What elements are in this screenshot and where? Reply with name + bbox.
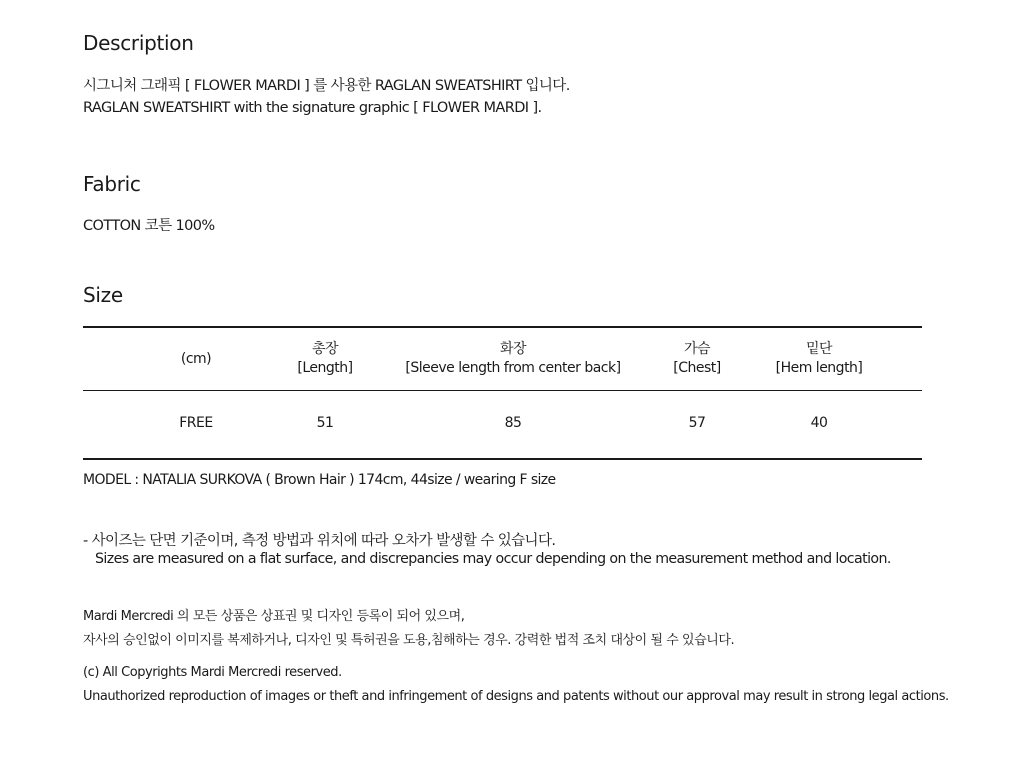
copyright-notice-ko-2: 자사의 승인없이 이미지를 복제하거나, 디자인 및 특허권을 도용,침해하는 경우. 강력한 법적 조치 대상이 될 수 있습니다. [83,633,735,648]
size-note-ko: - 사이즈는 단면 기준이며, 측정 방법과 위치에 따라 오차가 발생할 수 있습니다. [83,533,556,549]
table-cell-chest: 57 [688,415,706,431]
copyright-notice-en-1: (c) All Copyrights Mardi Mercredi reserved. [83,665,342,680]
column-header-hem-length: 밑단 [Hem length] [775,341,863,376]
column-header-chest: 가슴 [Chest] [673,341,721,376]
table-cell-length: 51 [316,415,334,431]
copyright-notice-en-2: Unauthorized reproduction of images or theft and infringement of designs and patents without our approval may result in strong legal actions. [83,689,949,704]
description-heading: Description [83,31,194,55]
table-row-label: FREE [179,415,213,431]
size-unit-label: (cm) [180,351,212,367]
model-info: MODEL : NATALIA SURKOVA ( Brown Hair ) 174cm, 44size / wearing F size [83,472,556,488]
fabric-text: COTTON 코튼 100% [83,218,215,234]
table-cell-sleeve-length: 85 [504,415,522,431]
column-header-sleeve-length: 화장 [Sleeve length from center back] [405,341,621,376]
size-table [83,326,922,460]
description-text-ko: 시그니처 그래픽 [ FLOWER MARDI ] 를 사용한 RAGLAN SWEATSHIRT 입니다. [83,78,570,94]
description-text-en: RAGLAN SWEATSHIRT with the signature graphic [ FLOWER MARDI ]. [83,100,542,116]
size-note-en: Sizes are measured on a flat surface, and discrepancies may occur depending on the measurement method and location. [95,551,891,567]
column-header-length: 총장 [Length] [297,341,353,376]
copyright-notice-ko-1: Mardi Mercredi 의 모든 상품은 상표권 및 디자인 등록이 되어 있으며, [83,609,465,624]
fabric-heading: Fabric [83,172,141,196]
size-heading: Size [83,283,123,307]
table-cell-hem-length: 40 [810,415,828,431]
table-divider [83,390,922,391]
